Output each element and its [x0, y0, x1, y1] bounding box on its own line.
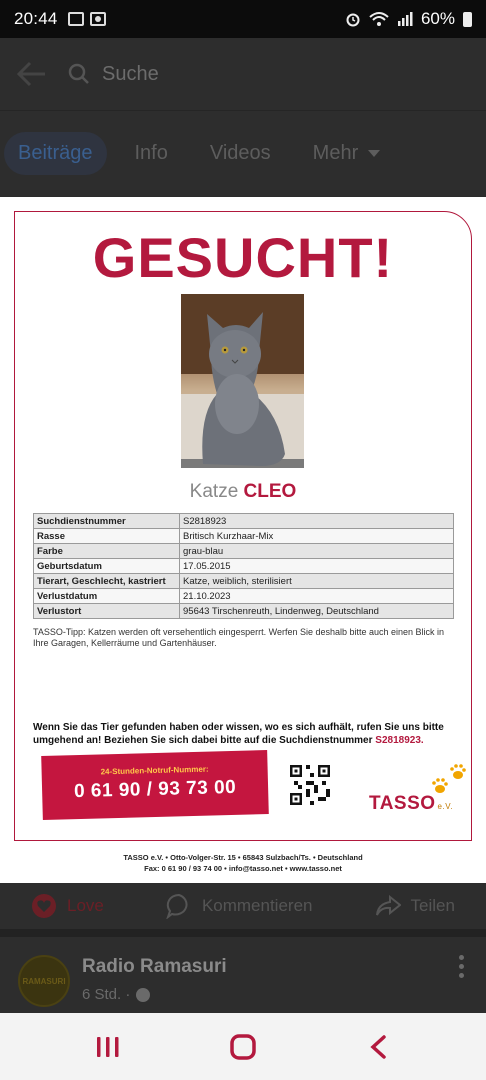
search-field[interactable]: [68, 63, 159, 86]
status-time: 20:44: [14, 9, 58, 28]
love-reaction-icon: [31, 893, 57, 919]
detail-value: 17.05.2015: [180, 559, 454, 574]
post-time: 6 Std. ·: [82, 986, 131, 1003]
app-notification-icon: [90, 12, 106, 26]
dot-icon: [459, 955, 464, 960]
table-row: [34, 529, 454, 544]
comment-button[interactable]: [166, 893, 313, 919]
detail-value: S2818923: [180, 514, 454, 529]
detail-value: 21.10.2023: [180, 589, 454, 604]
gallery-notification-icon: [68, 12, 84, 26]
cat-illustration: [181, 294, 304, 468]
tab-info[interactable]: Info: [134, 142, 168, 164]
arrow-left-icon: [17, 61, 47, 87]
cat-name: [0, 481, 486, 503]
caret-down-icon: [368, 150, 380, 157]
table-row: [34, 544, 454, 559]
detail-value: 95643 Tirschenreuth, Lindenweg, Deutschland: [180, 604, 454, 619]
detail-value: Britisch Kurzhaar-Mix: [180, 529, 454, 544]
poster-footer: [0, 852, 486, 874]
hotline-box: [41, 750, 269, 820]
detail-key: Rasse: [34, 529, 180, 544]
status-bar: [0, 0, 486, 38]
tasso-logo-text: TASSO: [369, 793, 436, 814]
share-label: Teilen: [410, 896, 455, 915]
tab-beitraege[interactable]: Beiträge: [4, 132, 107, 175]
love-button[interactable]: [31, 893, 104, 919]
comment-label: Kommentieren: [201, 896, 313, 915]
page-tabs: [0, 110, 486, 196]
tab-videos[interactable]: Videos: [209, 142, 271, 164]
detail-value: grau-blau: [180, 544, 454, 559]
footer-contact: Fax: 0 61 90 / 93 74 00 • info@tasso.net • www.tasso.net: [144, 864, 342, 873]
detail-key: Tierart, Geschlecht, kastriert: [34, 574, 180, 589]
dot-icon: [459, 973, 464, 978]
detail-key: Farbe: [34, 544, 180, 559]
home-button[interactable]: [219, 1023, 267, 1071]
table-row: [34, 514, 454, 529]
callout-text: Wenn Sie das Tier gefunden haben oder wissen, wo es sich aufhält, rufen Sie uns bitte umgehend an! Beziehen Sie sich dabei bitte auf die Suchdienstnummer: [33, 722, 444, 746]
system-nav-bar: [0, 1013, 486, 1080]
qr-code: [290, 765, 330, 805]
detail-key: Suchdienstnummer: [34, 514, 180, 529]
tasso-logo-suffix: e.V.: [437, 802, 454, 811]
recents-icon: [95, 1035, 121, 1059]
detail-key: Verlustort: [34, 604, 180, 619]
tab-mehr[interactable]: [313, 142, 381, 165]
tasso-logo: [369, 793, 453, 815]
tab-mehr-label: Mehr: [312, 142, 359, 164]
table-row: [34, 574, 454, 589]
battery-percent: 60%: [420, 9, 455, 28]
search-icon: [68, 63, 90, 85]
chevron-left-icon: [368, 1034, 388, 1060]
post-author[interactable]: Radio Ramasuri: [82, 956, 227, 977]
poster-headline: GESUCHT!: [92, 226, 394, 289]
post-actions: [0, 883, 486, 929]
hotline-label: 24-Stunden-Notruf-Nummer:: [100, 764, 209, 777]
back-nav-button[interactable]: [354, 1023, 402, 1071]
dot-icon: [459, 964, 464, 969]
pet-name: CLEO: [243, 481, 297, 502]
pet-details-table: [33, 513, 454, 619]
search-placeholder: Suche: [102, 62, 159, 85]
callout-number: S2818923.: [375, 735, 424, 746]
post-meta: [82, 986, 150, 1003]
feed-separator: [0, 929, 486, 937]
recents-button[interactable]: [84, 1023, 132, 1071]
globe-icon: [136, 988, 150, 1002]
more-options-button[interactable]: [459, 955, 464, 978]
share-button[interactable]: [375, 895, 455, 917]
signal-icon: [397, 12, 413, 26]
comment-icon: [166, 893, 192, 919]
back-button[interactable]: [16, 58, 48, 90]
share-icon: [375, 895, 401, 917]
table-row: [34, 589, 454, 604]
footer-address: TASSO e.V. • Otto-Volger-Str. 15 • 65843 Sulzbach/Ts. • Deutschland: [123, 853, 363, 862]
pet-type: Katze: [189, 481, 239, 502]
battery-icon: [463, 12, 472, 27]
table-row: [34, 559, 454, 574]
tasso-tip: TASSO-Tipp: Katzen werden oft versehentlich eingesperrt. Werfen Sie deshalb bitte auch einen Blick in Ihre Garagen, Kellerräume und Gartenhäuser.: [33, 627, 445, 648]
missing-cat-poster[interactable]: [0, 197, 486, 883]
home-icon: [229, 1033, 257, 1061]
contact-callout: [33, 721, 455, 747]
detail-value: Katze, weiblich, sterilisiert: [180, 574, 454, 589]
next-post-header: [0, 937, 486, 1013]
wifi-icon: [369, 11, 389, 27]
cat-photo: [181, 294, 304, 468]
detail-key: Verlustdatum: [34, 589, 180, 604]
detail-key: Geburtsdatum: [34, 559, 180, 574]
love-label: Love: [67, 896, 104, 915]
table-row: [34, 604, 454, 619]
hotline-number: 0 61 90 / 93 73 00: [73, 776, 237, 803]
avatar[interactable]: RAMASURI: [18, 955, 70, 1007]
alarm-icon: [345, 11, 361, 27]
top-bar: [0, 38, 486, 110]
